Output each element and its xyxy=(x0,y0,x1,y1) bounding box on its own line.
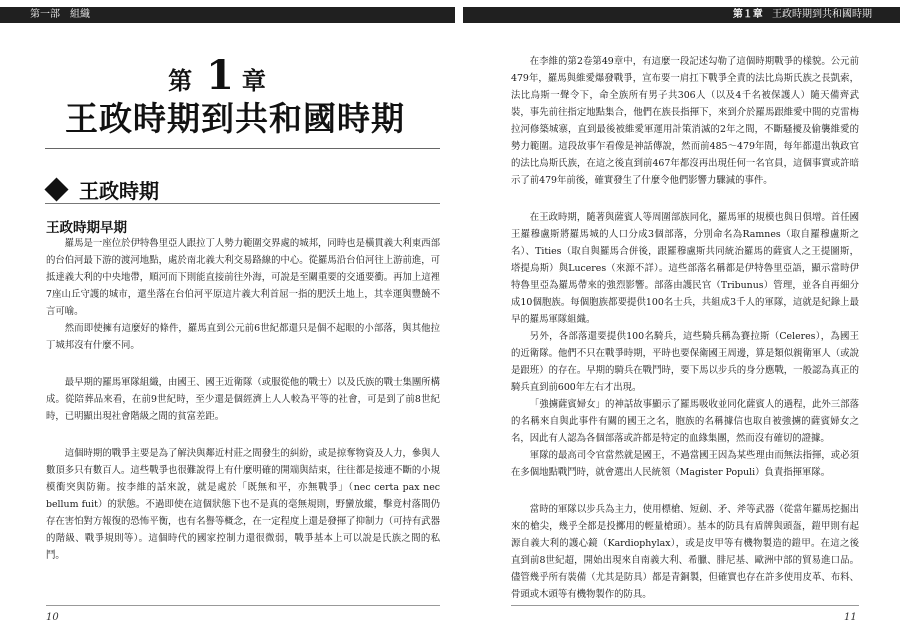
paragraph: 當時的軍隊以步兵為主力，使用標槍、短劍、矛、斧等武器（從當年羅馬挖掘出來的槍尖，幾乎全都是投擲用的輕量槍頭）。基本的防具有盾牌與頭盔，鎧甲則有起源自義大利的護心鏡（Kardiophylax），或是皮甲等有機物製造的鎧甲。在這之後直到前8世紀超，開始出現來自南義大利、希臘、腓尼基、歐洲中部的貿易進口品。儘管幾乎所有裝備（尤其是防具）都是青銅製，但確實也存在許多使用皮革、布料、骨頭或木頭等有機物製作的防具。 xyxy=(511,504,859,600)
subsection-heading: 王政時期早期 xyxy=(46,220,127,236)
paragraph: 軍隊的最高司令官當然就是國王，不過當國王因為某些理由而無法指揮，或必須在多個地點戰鬥時，就會選出人民統領（Magister Populi）負責指揮軍隊。 xyxy=(511,450,859,478)
left-running-header xyxy=(0,7,455,23)
paragraph: 在王政時期，隨著與薩賓人等周圍部族同化，羅馬軍的規模也與日俱增。首任國王羅穆盧斯將羅馬城的人口分成3個部落，分別命名為Ramnes（取自羅穆盧斯之名）、Tities（取自與羅馬合併後，跟羅穆盧斯共同統治羅馬的薩賓人之王提圖斯，塔提烏斯）與Luceres（來源不詳）。這些部落名稱都是伊特魯里亞語，顯示當時伊特魯里亞為羅馬帶來的強烈影響。部落由護民官（Tribunus）管理，並各自再細分成10個胞族。每個胞族都要提供100名士兵，共組成3千人的軍隊，這就是紀錄上最早的羅馬軍隊組織。 xyxy=(511,212,859,325)
right-page-number: 11 xyxy=(844,612,857,623)
left-column-text xyxy=(46,235,440,564)
right-column-text xyxy=(511,53,859,603)
diamond-bullet-icon xyxy=(44,177,68,201)
paragraph: 最早期的羅馬軍隊組織，由國王、國王近衛隊（或服從他的戰士）以及氏族的戰士集團所構成。從陪葬品來看，在前9世紀時，至少還是個經濟上人人較為平等的社會，可是到了前8世紀時，已明顯出現社會階級之間的貧富差距。 xyxy=(46,377,440,422)
paragraph: 這個時期的戰爭主要是為了解決與鄰近村莊之間發生的糾紛，或是掠奪物資及人力，參與人數頂多只有數百人。這些戰爭也很難說得上有什麼明確的開端與結束，往往都是接連不斷的小規模衝突與防衛。按李維的話來說，就是處於「既無和平，亦無戰爭」（nec certa pax nec bellum fuit）的狀態。不過即使在這個狀態下也不是真的毫無規則，野蠻放縱，擊竟村落間仍存在害怕對方報復的恐怖平衡，也有名譽等概念，在一定程度上還是發揮了抑制力（可持有武器的階級、戰爭規則等）。這個時代的國家控制力還很微弱，戰爭基本上可以說是氏族之間的私鬥。 xyxy=(46,448,440,561)
paragraph: 「強擄薩賓婦女」的神話故事顯示了羅馬吸收並同化薩賓人的過程，此外三部落的名稱來自與此事件有關的國王之名，胞族的名稱據信也取自被強擄的薩賓婦女之名，因此有人認為各個部落或許都是特定的血緣集團，然而沒有確切的證據。 xyxy=(511,399,859,444)
paragraph: 在李維的第2卷第49章中，有這麼一段記述勾勒了這個時期戰爭的樣貌。公元前479年，羅馬與維愛爆發戰爭，宣布要一肩扛下戰爭全責的法比烏斯氏族之長凱索，法比烏斯一聲令下，命全族所有男子共306人（以及4千名被保護人）隨天備齊武裝，事先前往指定地點集合，他們在族長指揮下，來到介於羅馬跟維愛中間的克雷梅拉河修築城寨，直到最後被維愛軍運用計策消滅的2年之間，不斷騷擾及偷襲維愛的勢力範圍。這段故事乍看像是神話傳說，然而前485～479年間，每年都還出執政官的法比烏斯氏族，在這之後直到前467年都沒再出現任何一名官員，這個事實或許暗示了前479年前後，確實發生了什麼令他們影響力驟減的事件。 xyxy=(511,56,859,186)
right-footer-rule xyxy=(511,605,859,606)
chapter-number: 第 1 章 xyxy=(168,52,272,99)
right-running-header xyxy=(463,7,900,23)
left-footer-rule xyxy=(46,605,440,606)
paragraph: 羅馬是一座位於伊特魯里亞人跟拉丁人勢力範圍交界處的城邦，同時也是橫貫義大利東西部的台伯河最下游的渡河地點，處於南北義大利交易路線的中心。從羅馬沿台伯河往上游前進，可抵達義大利的中央地帶，順河而下則能直接前往外海，可說是至關重要的交通要衝。再加上這裡7座山丘守護的城市，還坐落在台伯河平原這片義大利首屈一指的肥沃土地上，其幸運與豐饒不言可喻。 xyxy=(46,238,440,317)
left-page-number: 10 xyxy=(46,612,59,623)
chapter-title: 王政時期到共和國時期 xyxy=(65,99,405,138)
section-divider xyxy=(45,203,440,204)
section-heading xyxy=(46,175,159,204)
part-label: 第一部 組織 xyxy=(30,9,90,20)
title-divider xyxy=(45,148,440,149)
paragraph: 然而即使擁有這麼好的條件，羅馬直到公元前6世紀都還只是個不起眼的小部落，與其他拉丁城邦沒有什麼不同。 xyxy=(46,323,440,351)
chapter-label: 第１章 xyxy=(732,9,763,20)
running-title: 王政時期到共和國時期 xyxy=(772,9,872,20)
paragraph: 另外，各部落還要提供100名騎兵，這些騎兵稱為賽拉斯（Celeres），為國王的近衛隊。他們不只在戰爭時期，平時也要保衛國王周邊，算是類似親衛軍人（或說是跟班）的存在。早期的騎兵在戰鬥時，要下馬以步兵的身分應戰，一般認為真正的騎兵直到前600年左右才出現。 xyxy=(511,331,859,393)
section-title: 王政時期 xyxy=(79,179,159,203)
